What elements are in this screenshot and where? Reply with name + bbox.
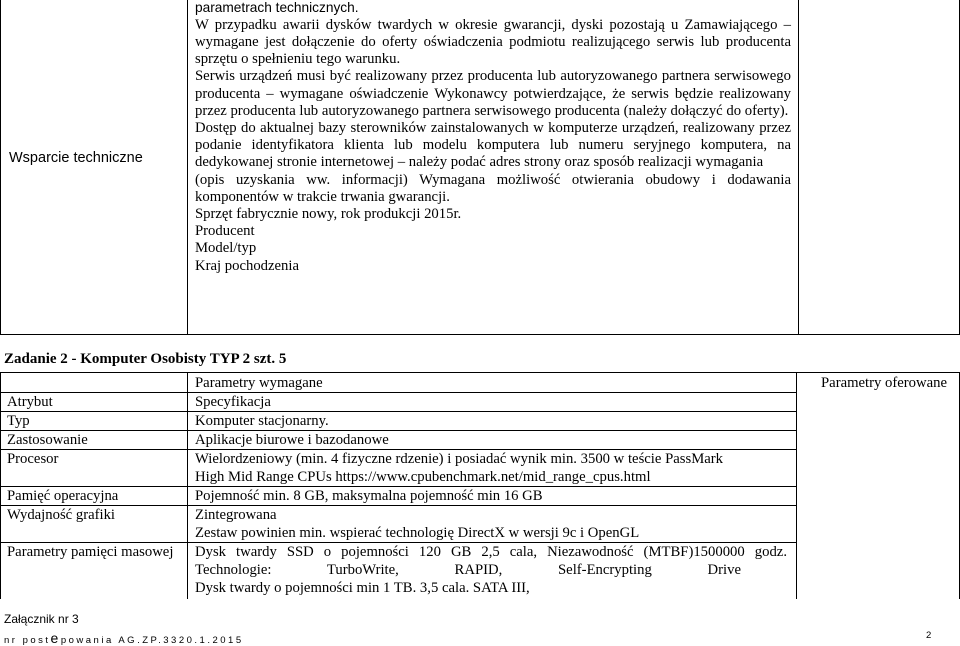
paragraph-chassis: (opis uzyskania ww. informacji) Wymagana możliwość otwierania obudowy i dodawania komponentów w trakcie trwania gwarancji. — [195, 171, 791, 205]
section-heading: Zadanie 2 - Komputer Osobisty TYP 2 szt. 5 — [4, 351, 287, 367]
cell-spec: Zintegrowana — [195, 507, 277, 523]
label-producer: Producent — [195, 223, 255, 240]
cell-spec: Pojemność min. 8 GB, maksymalna pojemność min 16 GB — [195, 488, 543, 504]
paragraph-continuation: parametrach technicznych. — [195, 0, 359, 15]
cell-attr: Typ — [7, 413, 30, 429]
cell-spec: Technologie: TurboWrite, RAPID, Self-Encrypting Drive — [195, 562, 741, 578]
row-divider — [1, 430, 796, 431]
case-prefix: nr post — [4, 635, 51, 646]
header-required: Parametry wymagane — [195, 375, 323, 391]
row-divider — [1, 392, 796, 393]
cell-attr: Atrybut — [7, 394, 53, 410]
row-divider — [1, 505, 796, 506]
cell-attr: Parametry pamięci masowej — [7, 544, 174, 560]
cell-attr: Zastosowanie — [7, 432, 88, 448]
support-label-cell — [1, 0, 188, 334]
cell-spec: Dysk twardy o pojemności min 1 TB. 3,5 cala. SATA III, — [195, 580, 530, 596]
cell-attr: Wydajność grafiki — [7, 507, 116, 523]
header-offered: Parametry oferowane — [821, 375, 948, 391]
case-number — [4, 630, 244, 646]
case-suffix: powania AG.ZP.3320.1.2015 — [60, 635, 244, 646]
attachment-label: Załącznik nr 3 — [4, 612, 79, 626]
label-model: Model/typ — [195, 240, 257, 257]
paragraph-disk-warranty: W przypadku awarii dysków twardych w okresie gwarancji, dyski pozostają u Zamawiającego – wymagane jest dołączenie do oferty oświadczenia podmiotu realizującego serwis lub producenta sprzętu o spełnieniu tego warunku. — [195, 16, 791, 68]
cell-attr: Pamięć operacyjna — [7, 488, 119, 504]
cell-spec: Dysk twardy SSD o pojemności 120 GB 2,5 cala, Niezawodność (MTBF)1500000 godz. — [195, 544, 787, 560]
support-label: Wsparcie techniczne — [9, 150, 143, 166]
paragraph-new-equipment: Sprzęt fabrycznie nowy, rok produkcji 2015r. — [195, 206, 462, 223]
cell-spec: Specyfikacja — [195, 394, 271, 410]
paragraph-service: Serwis urządzeń musi być realizowany przez producenta lub autoryzowanego partnera serwisowego producenta – wymagane oświadczenie Wykonawcy potwierdzające, że serwis będzie realizowany przez producenta lub autoryzowanego partnera serwisowego producenta (należy dołączyć do oferty). — [195, 68, 791, 119]
column-divider-2 — [796, 373, 797, 599]
cell-attr: Procesor — [7, 451, 59, 467]
offered-column-divider — [798, 0, 799, 334]
cell-spec: Zestaw powinien min. wspierać technologię DirectX w wersji 9c i OpenGL — [195, 525, 640, 541]
cell-spec: Aplikacje biurowe i bazodanowe — [195, 432, 389, 448]
paragraph-drivers: Dostęp do aktualnej bazy sterowników zainstalowanych w komputerze urządzeń, realizowany przez podanie identyfikatora klienta lub modelu komputera lub numeru seryjnego komputera, na dedykowanej stronie internetowej – należy podać adres strony oraz sposób realizacji wymagania — [195, 120, 791, 171]
spec-table — [0, 372, 960, 599]
row-divider — [1, 411, 796, 412]
cell-spec: Wielordzeniowy (min. 4 fizyczne rdzenie) i posiadać wynik min. 3500 w teście PassMark — [195, 451, 724, 467]
support-content-cell — [195, 0, 791, 275]
cell-spec: High Mid Range CPUs https://www.cpubenchmark.net/mid_range_cpus.html — [195, 469, 651, 485]
page-number: 2 — [926, 630, 932, 641]
label-origin: Kraj pochodzenia — [195, 257, 299, 274]
case-glyph: e — [50, 630, 61, 646]
cell-spec: Komputer stacjonarny. — [195, 413, 329, 429]
